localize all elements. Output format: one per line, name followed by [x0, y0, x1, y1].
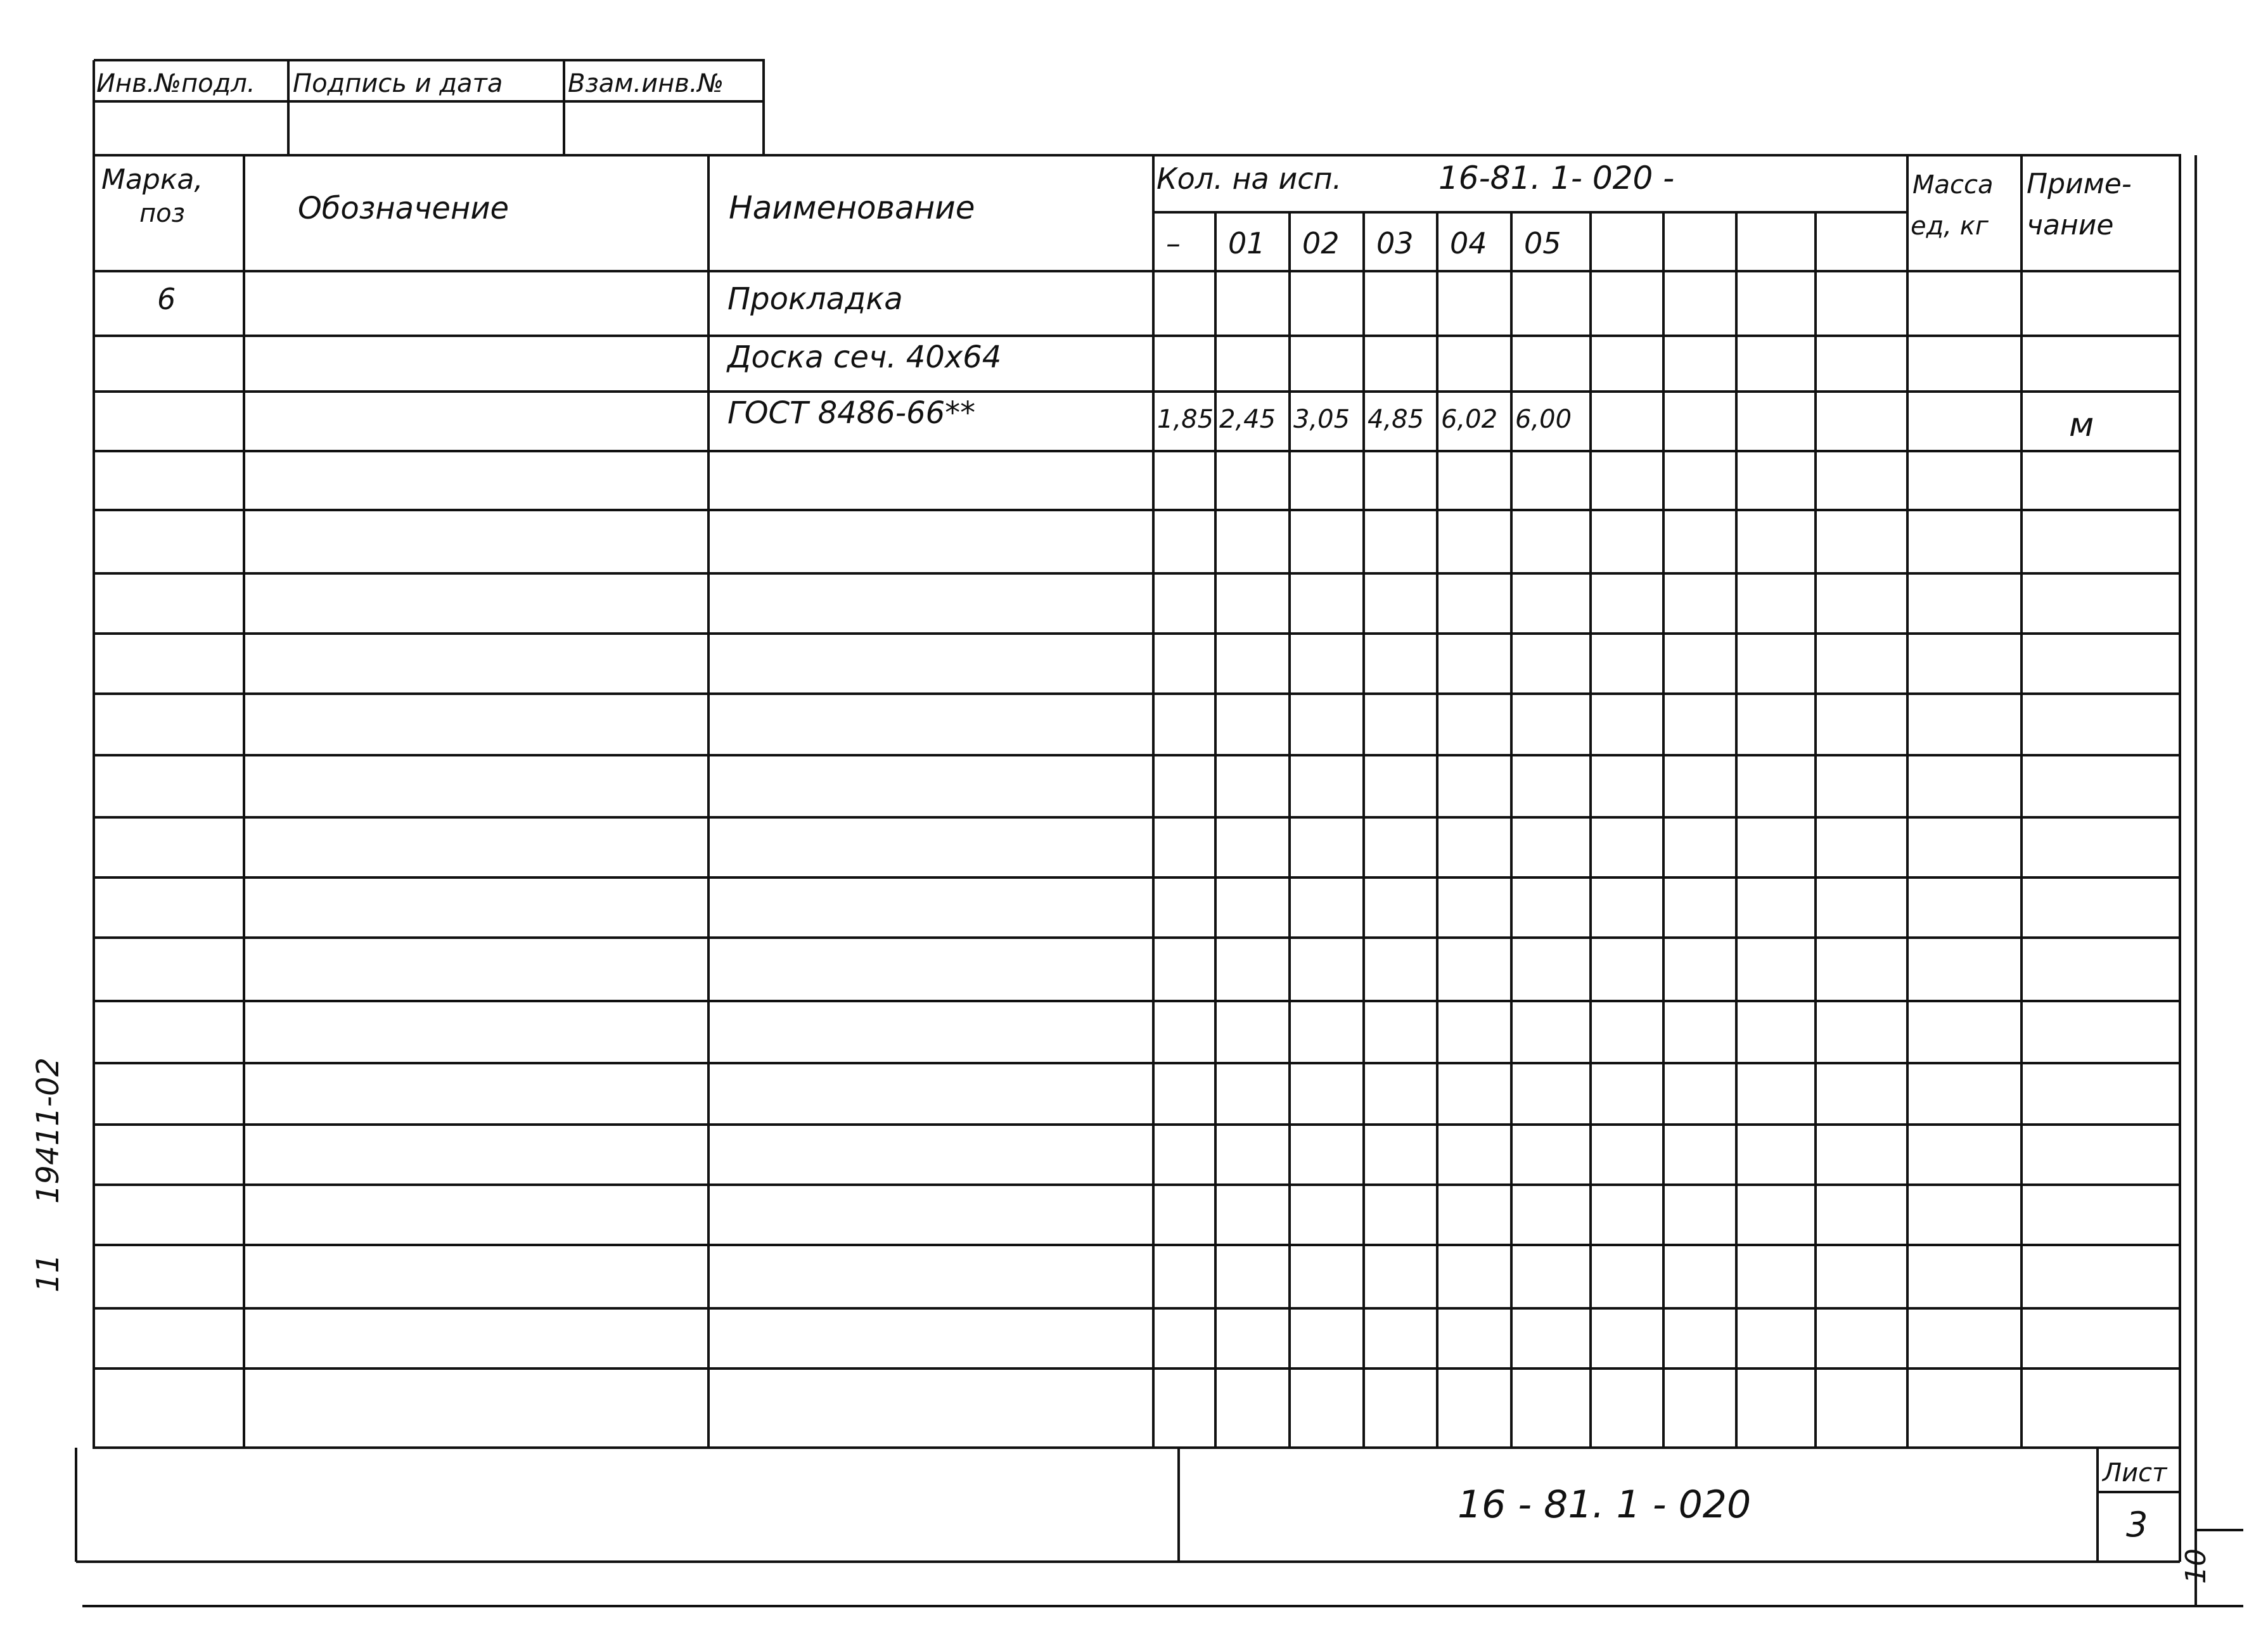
qty-value: 6,00 [1515, 405, 1572, 434]
header-oboznachenie: Обозначение [298, 191, 509, 226]
header-marka: Марка, [101, 163, 203, 196]
qty-value: 4,85 [1368, 405, 1425, 434]
row-prim: м [2069, 406, 2094, 444]
qty-value: 1,85 [1157, 405, 1214, 434]
header-massa-unit: ед, кг [1911, 212, 1989, 241]
stamp-podpis-data: Подпись и дата [293, 69, 503, 98]
footer-doc-code: 16 - 81. 1 - 020 [1458, 1483, 1752, 1527]
variant-label: 03 [1376, 226, 1414, 260]
footer-list-no: 3 [2126, 1505, 2148, 1545]
margin-archive-no: 19411-02 [30, 1057, 66, 1204]
qty-value: 2,45 [1219, 405, 1276, 434]
qty-value: 3,05 [1293, 405, 1350, 434]
variant-label: 04 [1450, 226, 1487, 260]
row-naim-3: ГОСТ 8486-66** [727, 395, 976, 431]
variant-label: 02 [1302, 226, 1340, 260]
header-prim-2: чание [2027, 209, 2114, 241]
qty-value: 6,02 [1441, 405, 1498, 434]
stamp-inv-podl: Инв.№подл. [96, 69, 255, 98]
header-prim: Приме- [2027, 168, 2132, 200]
stamp-vzam-inv: Взам.инв.№ [568, 69, 724, 98]
variant-label: – [1166, 226, 1181, 260]
header-kol-code: 16-81. 1- 020 - [1438, 160, 1675, 196]
table-frame [94, 155, 2180, 1448]
margin-archive-sheet: 11 [30, 1253, 66, 1292]
variant-label: 01 [1228, 226, 1265, 260]
outer-border [82, 155, 2243, 1606]
corner-no: 10 [2180, 1548, 2212, 1584]
header-poz: поз [139, 199, 185, 228]
header-naimenovanie: Наименование [729, 189, 975, 226]
header-massa: Масса [1912, 170, 1994, 200]
row-naim-2: Доска сеч. 40х64 [727, 340, 1002, 375]
row-poz: 6 [157, 282, 176, 316]
header-kol-title: Кол. на исп. [1156, 162, 1342, 196]
variant-label: 05 [1524, 226, 1561, 260]
footer-list-label: Лист [2103, 1458, 2167, 1488]
row-naim-1: Прокладка [727, 281, 903, 317]
title-block [76, 1448, 2180, 1562]
